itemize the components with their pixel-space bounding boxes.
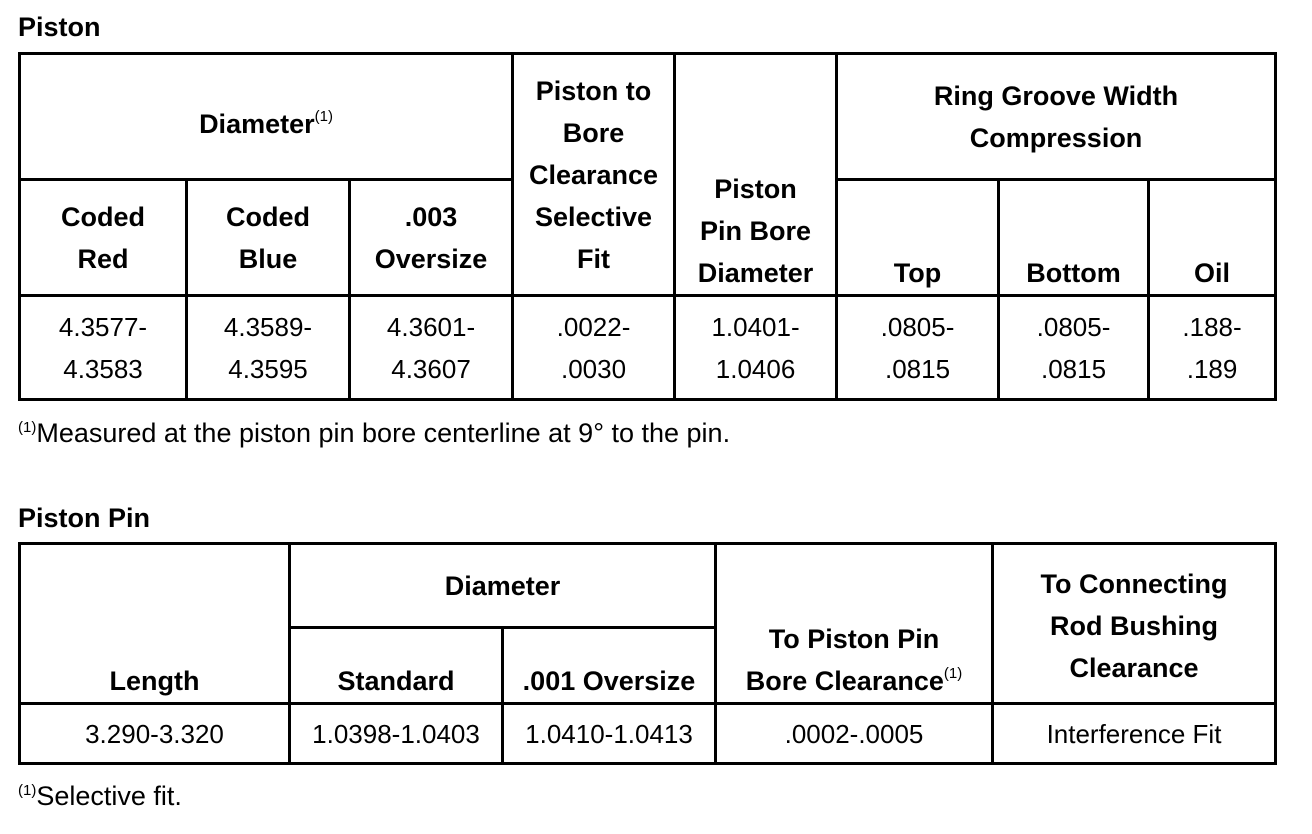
bore-clearance-value: .0002-.0005: [716, 704, 993, 764]
oil-header: Oil: [1149, 180, 1276, 296]
oversize-header: .003 Oversize: [350, 180, 513, 296]
ring-groove-header: Ring Groove Width Compression: [837, 54, 1276, 180]
clearance-value: .0022- .0030: [513, 296, 675, 400]
pin-oversize-value: 1.0410-1.0413: [503, 704, 716, 764]
bottom-value: .0805- .0815: [999, 296, 1149, 400]
rod-bushing-header: To Connecting Rod Bushing Clearance: [993, 544, 1276, 704]
piston-spec-table: [18, 52, 1277, 401]
pin-bore-value: 1.0401- 1.0406: [675, 296, 837, 400]
piston-pin-section-title: Piston Pin: [18, 503, 151, 533]
coded-red-value: 4.3577- 4.3583: [20, 296, 187, 400]
piston-pin-spec-table: [18, 542, 1277, 765]
piston-section-title: Piston: [18, 12, 101, 42]
diameter-header: Diameter$^{(1)}$: [20, 54, 513, 180]
coded-red-header: Coded Red: [20, 180, 187, 296]
piston-footnote: $^{(1)}$Measured at the piston pin bore centerline at 9° to the pin.: [18, 418, 731, 448]
piston-pin-footnote: $^{(1)}$Selective fit.: [18, 781, 182, 811]
oversize-value: 4.3601- 4.3607: [350, 296, 513, 400]
pin-diameter-header: Diameter: [290, 544, 716, 628]
bottom-header: Bottom: [999, 180, 1149, 296]
bore-clearance-header: To Piston Pin Bore Clearance$^{(1)}$: [716, 544, 993, 704]
clearance-header: Piston to Bore Clearance Selective Fit: [513, 54, 675, 296]
top-value: .0805- .0815: [837, 296, 999, 400]
pin-oversize-header: .001 Oversize: [503, 628, 716, 704]
length-header: Length: [20, 544, 290, 704]
pin-bore-header: Piston Pin Bore Diameter: [675, 54, 837, 296]
coded-blue-value: 4.3589- 4.3595: [187, 296, 350, 400]
standard-value: 1.0398-1.0403: [290, 704, 503, 764]
length-value: 3.290-3.320: [20, 704, 290, 764]
top-header: Top: [837, 180, 999, 296]
coded-blue-header: Coded Blue: [187, 180, 350, 296]
rod-bushing-value: Interference Fit: [993, 704, 1276, 764]
oil-value: .188- .189: [1149, 296, 1276, 400]
standard-header: Standard: [290, 628, 503, 704]
